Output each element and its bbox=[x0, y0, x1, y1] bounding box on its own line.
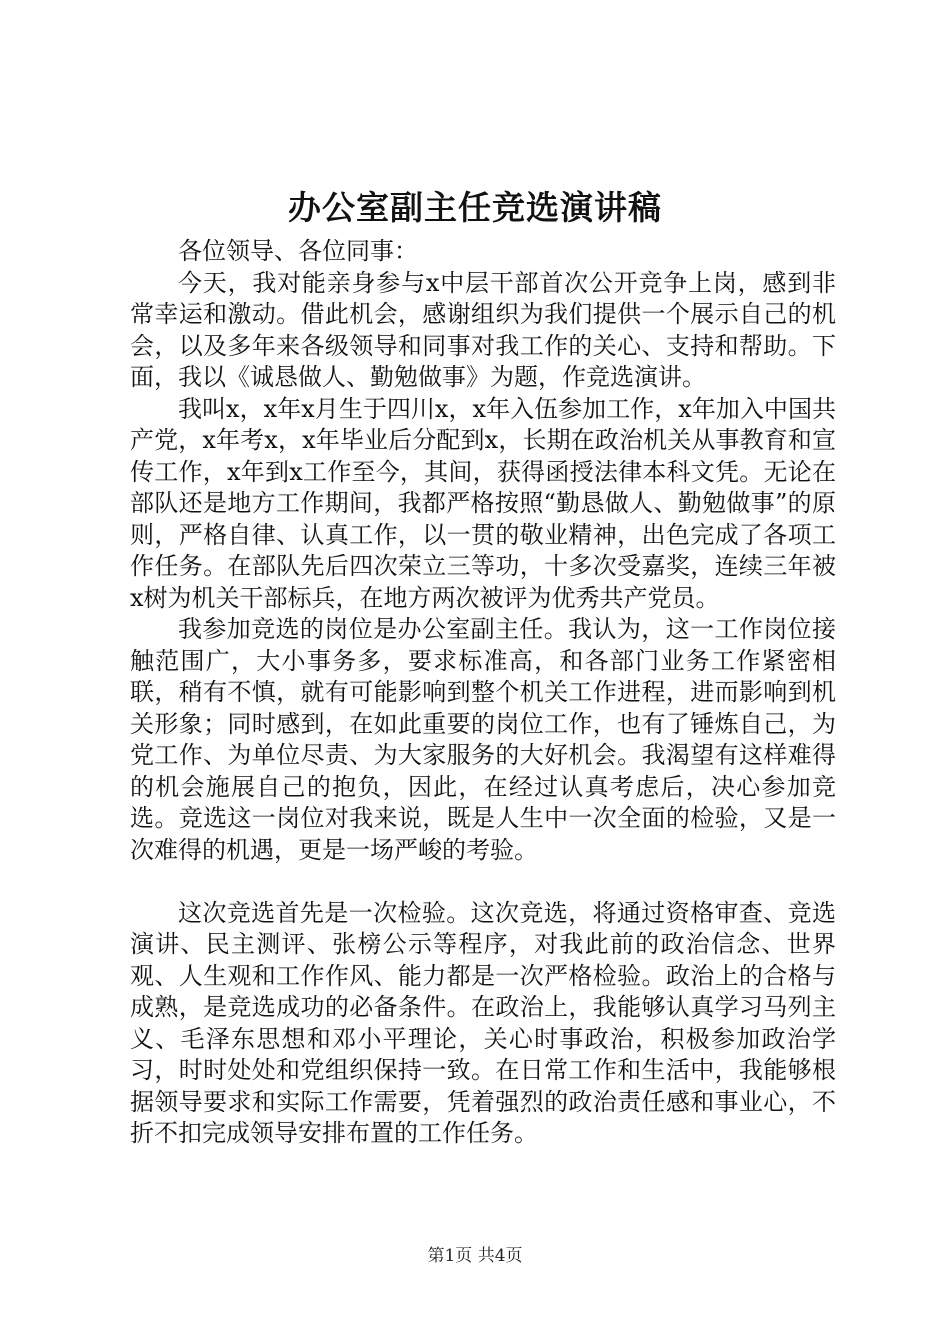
paragraph-3: 我参加竞选的岗位是办公室副主任。我认为，这一工作岗位接触范围广，大小事务多，要求标准高，和各部门业务工作紧密相联，稍有不慎，就有可能影响到整个机关工作进程，进而影响到机关形象；同时感到，在如此重要的岗位工作，也有了锤炼自己，为党工作、为单位尽责、为大家服务的大好机会。我渴望有这样难得的机会施展自己的抱负，因此，在经过认真考虑后，决心参加竞选。竞选这一岗位对我来说，既是人生中一次全面的检验，又是一次难得的机遇，更是一场严峻的考验。 bbox=[130, 615, 836, 864]
paragraph-4: 这次竞选首先是一次检验。这次竞选，将通过资格审查、竞选演讲、民主测评、张榜公示等程序，对我此前的政治信念、世界观、人生观和工作作风、能力都是一次严格检验。政治上的合格与成熟，是竞选成功的必备条件。在政治上，我能够认真学习马列主义、毛泽东思想和邓小平理论，关心时事政治，积极参加政治学习，时时处处和党组织保持一致。在日常工作和生活中，我能够根据领导要求和实际工作需要，凭着强烈的政治责任感和事业心，不折不扣完成领导安排布置的工作任务。 bbox=[130, 898, 836, 1147]
document-body bbox=[130, 236, 836, 1150]
salutation: 各位领导、各位同事： bbox=[178, 237, 418, 265]
paragraph-2: 我叫x，x年x月生于四川x，x年入伍参加工作，x年加入中国共产党，x年考x，x年毕业后分配到x，长期在政治机关从事教育和宣传工作，x年到x工作至今，其间，获得函授法律本科文凭。无论在部队还是地方工作期间，我都严格按照“勤恳做人、勤勉做事”的原则，严格自律、认真工作，以一贯的敬业精神，出色完成了各项工作任务。在部队先后四次荣立三等功，十多次受嘉奖，连续三年被x树为机关干部标兵，在地方两次被评为优秀共产党员。 bbox=[130, 394, 836, 612]
paragraph-1: 今天，我对能亲身参与x中层干部首次公开竞争上岗，感到非常幸运和激动。借此机会，感谢组织为我们提供一个展示自己的机会，以及多年来各级领导和同事对我工作的关心、支持和帮助。下面，我以《诚恳做人、勤勉做事》为题，作竞选演讲。 bbox=[130, 268, 836, 391]
page-number: 第1页 共4页 bbox=[427, 1246, 523, 1266]
document-title: 办公室副主任竞选演讲稿 bbox=[288, 188, 662, 227]
